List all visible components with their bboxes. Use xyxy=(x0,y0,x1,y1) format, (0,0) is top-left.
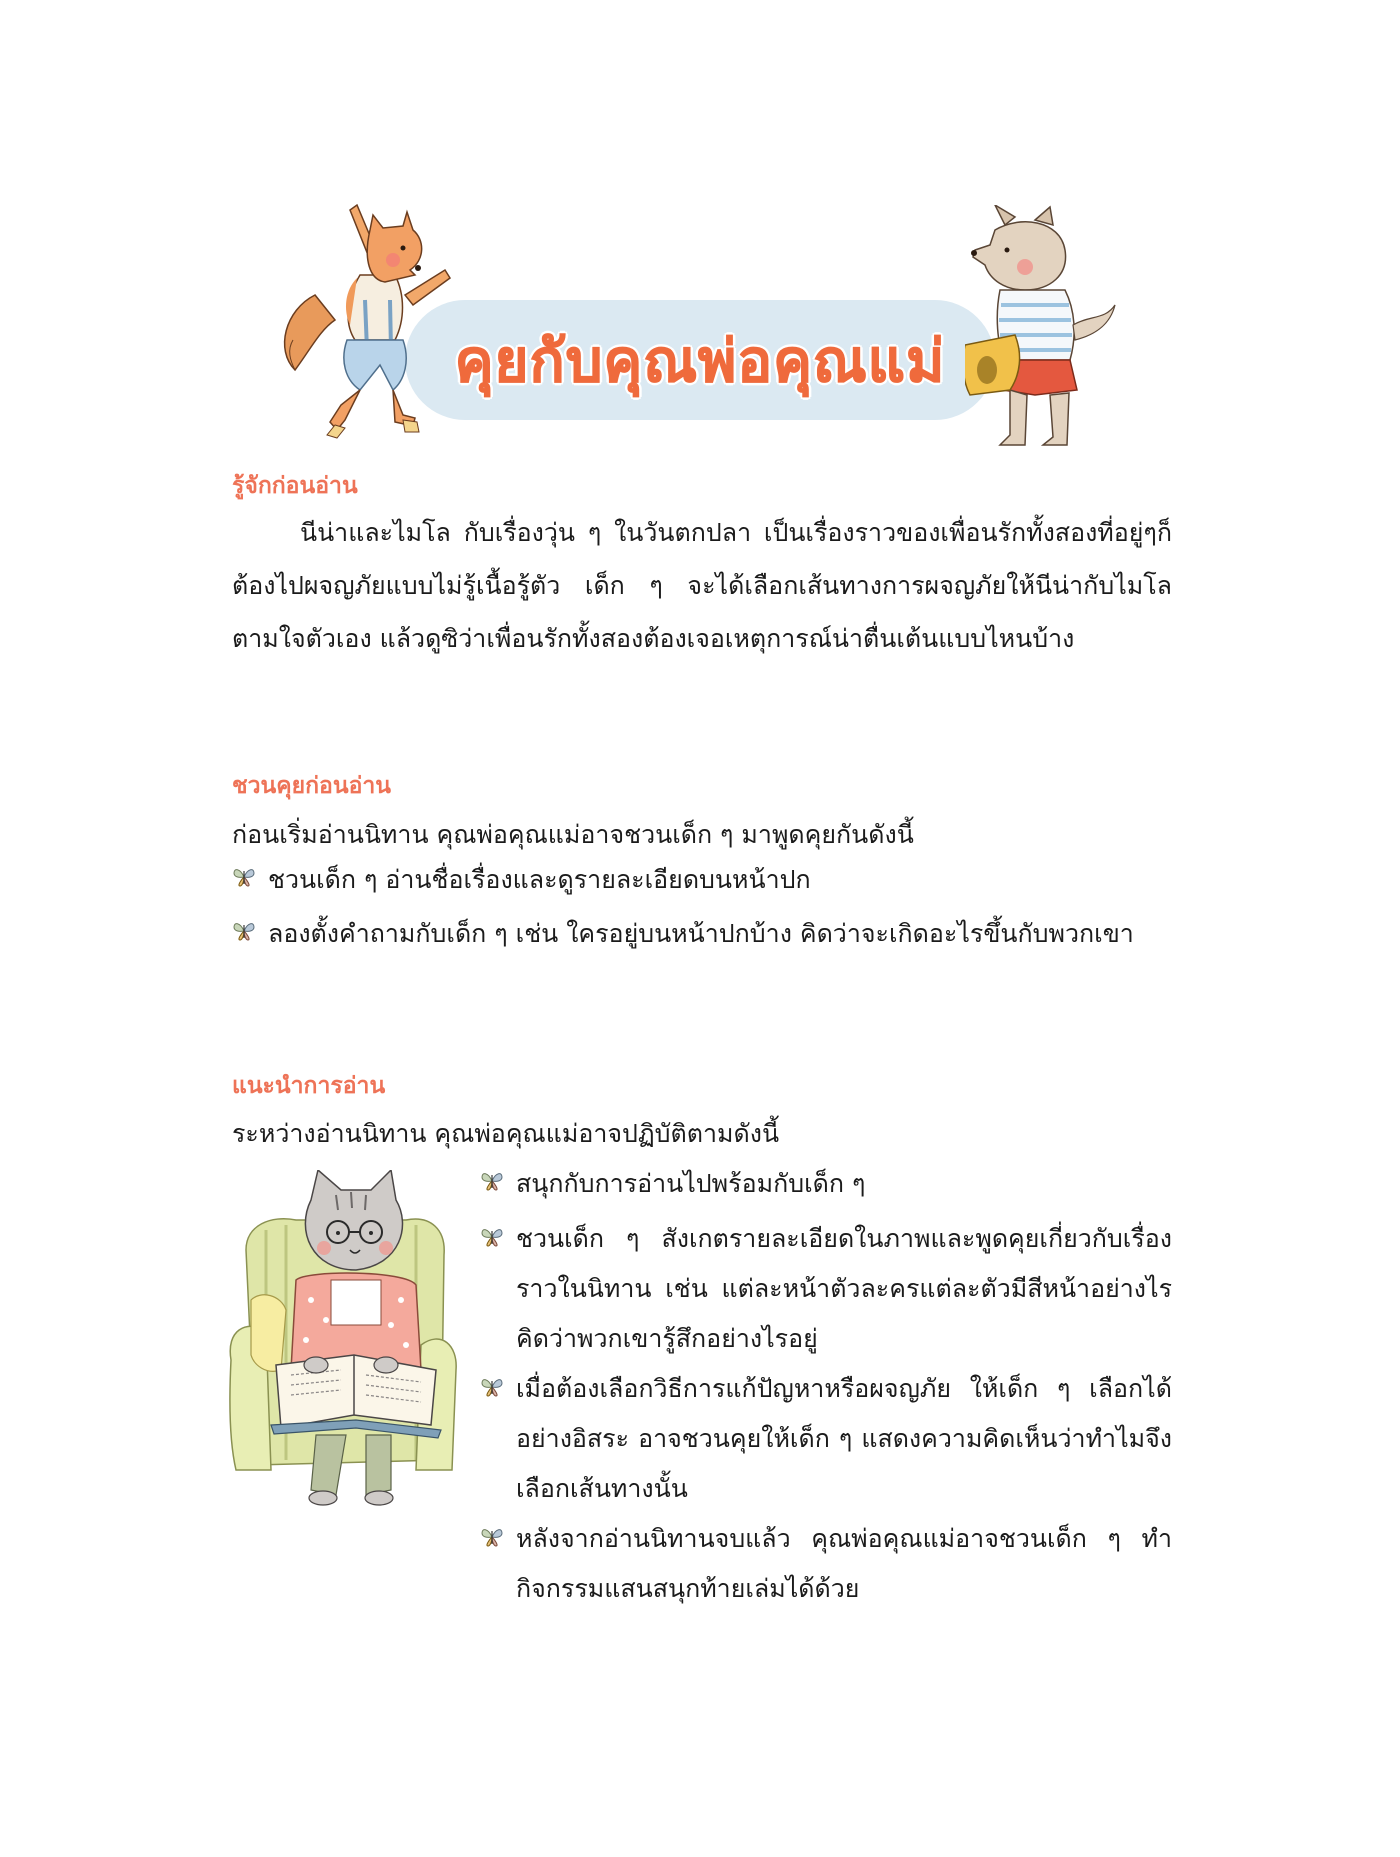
list-item-text: ชวนเด็ก ๆ สังเกตรายละเอียดในภาพและพูดคุยเกี่ยวกับเรื่องราวในนิทาน เช่น แต่ละหน้าตัวละครแต่ละตัวมีสีหน้าอย่างไร คิดว่าพวกเขารู้สึกอย่างไรอยู่ xyxy=(516,1224,1172,1353)
cat-reading-illustration xyxy=(226,1170,458,1515)
section3-intro: ระหว่างอ่านนิทาน คุณพ่อคุณแม่อาจปฏิบัติตามดังนี้ xyxy=(232,1119,780,1148)
list-item-text: เมื่อต้องเลือกวิธีการแก้ปัญหาหรือผจญภัย ให้เด็ก ๆ เลือกได้อย่างอิสระ อาจชวนคุยให้เด็ก ๆ แสดงความคิดเห็นว่าทำไมจึงเลือกเส้นทางนั้น xyxy=(516,1374,1172,1503)
header-banner xyxy=(275,200,1125,465)
section-heading-before-reading: รู้จักก่อนอ่าน xyxy=(232,473,358,499)
butterfly-icon xyxy=(480,1376,504,1398)
list-item xyxy=(480,1368,1172,1518)
list-item-text: ลองตั้งคำถามกับเด็ก ๆ เช่น ใครอยู่บนหน้าปกบ้าง คิดว่าจะเกิดอะไรขึ้นกับพวกเขา xyxy=(268,919,1134,948)
intro-paragraph-text: นีน่าและไมโล กับเรื่องวุ่น ๆ ในวันตกปลา เป็นเรื่องราวของเพื่อนรักทั้งสองที่อยู่ๆก็ต้องไปผจญภัยแบบไม่รู้เนื้อรู้ตัว เด็ก ๆ จะได้เลือกเส้นทางการผจญภัยให้นีน่ากับไมโลตามใจตัวเอง แล้วดูซิว่าเพื่อนรักทั้งสองต้องเจอเหตุการณ์น่าตื่นเต้นแบบไหนบ้าง xyxy=(232,518,1172,653)
dog-character-illustration xyxy=(965,205,1125,460)
section-heading-talk-before-reading: ชวนคุยก่อนอ่าน xyxy=(232,773,392,799)
list-item-text: สนุกกับการอ่านไปพร้อมกับเด็ก ๆ xyxy=(516,1169,866,1198)
butterfly-icon xyxy=(480,1226,504,1248)
butterfly-icon xyxy=(480,1170,504,1192)
intro-paragraph xyxy=(232,506,1172,665)
butterfly-icon xyxy=(232,920,256,942)
page-title: คุยกับคุณพ่อคุณแม่ xyxy=(454,326,946,395)
butterfly-icon xyxy=(232,866,256,888)
list-item xyxy=(480,1518,1172,1618)
butterfly-icon xyxy=(480,1526,504,1548)
section2-intro: ก่อนเริ่มอ่านนิทาน คุณพ่อคุณแม่อาจชวนเด็ก ๆ มาพูดคุยกันดังนี้ xyxy=(232,820,914,849)
list-item-text: หลังจากอ่านนิทานจบแล้ว คุณพ่อคุณแม่อาจชวนเด็ก ๆ ทำกิจกรรมแสนสนุกท้ายเล่มได้ด้วย xyxy=(516,1524,1172,1603)
list-item xyxy=(232,858,1172,901)
list-item xyxy=(480,1162,1172,1205)
list-item xyxy=(480,1218,1172,1368)
list-item-text: ชวนเด็ก ๆ อ่านชื่อเรื่องและดูรายละเอียดบนหน้าปก xyxy=(268,865,811,894)
section-heading-reading-tips: แนะนำการอ่าน xyxy=(232,1073,386,1099)
list-item xyxy=(232,912,1172,1002)
